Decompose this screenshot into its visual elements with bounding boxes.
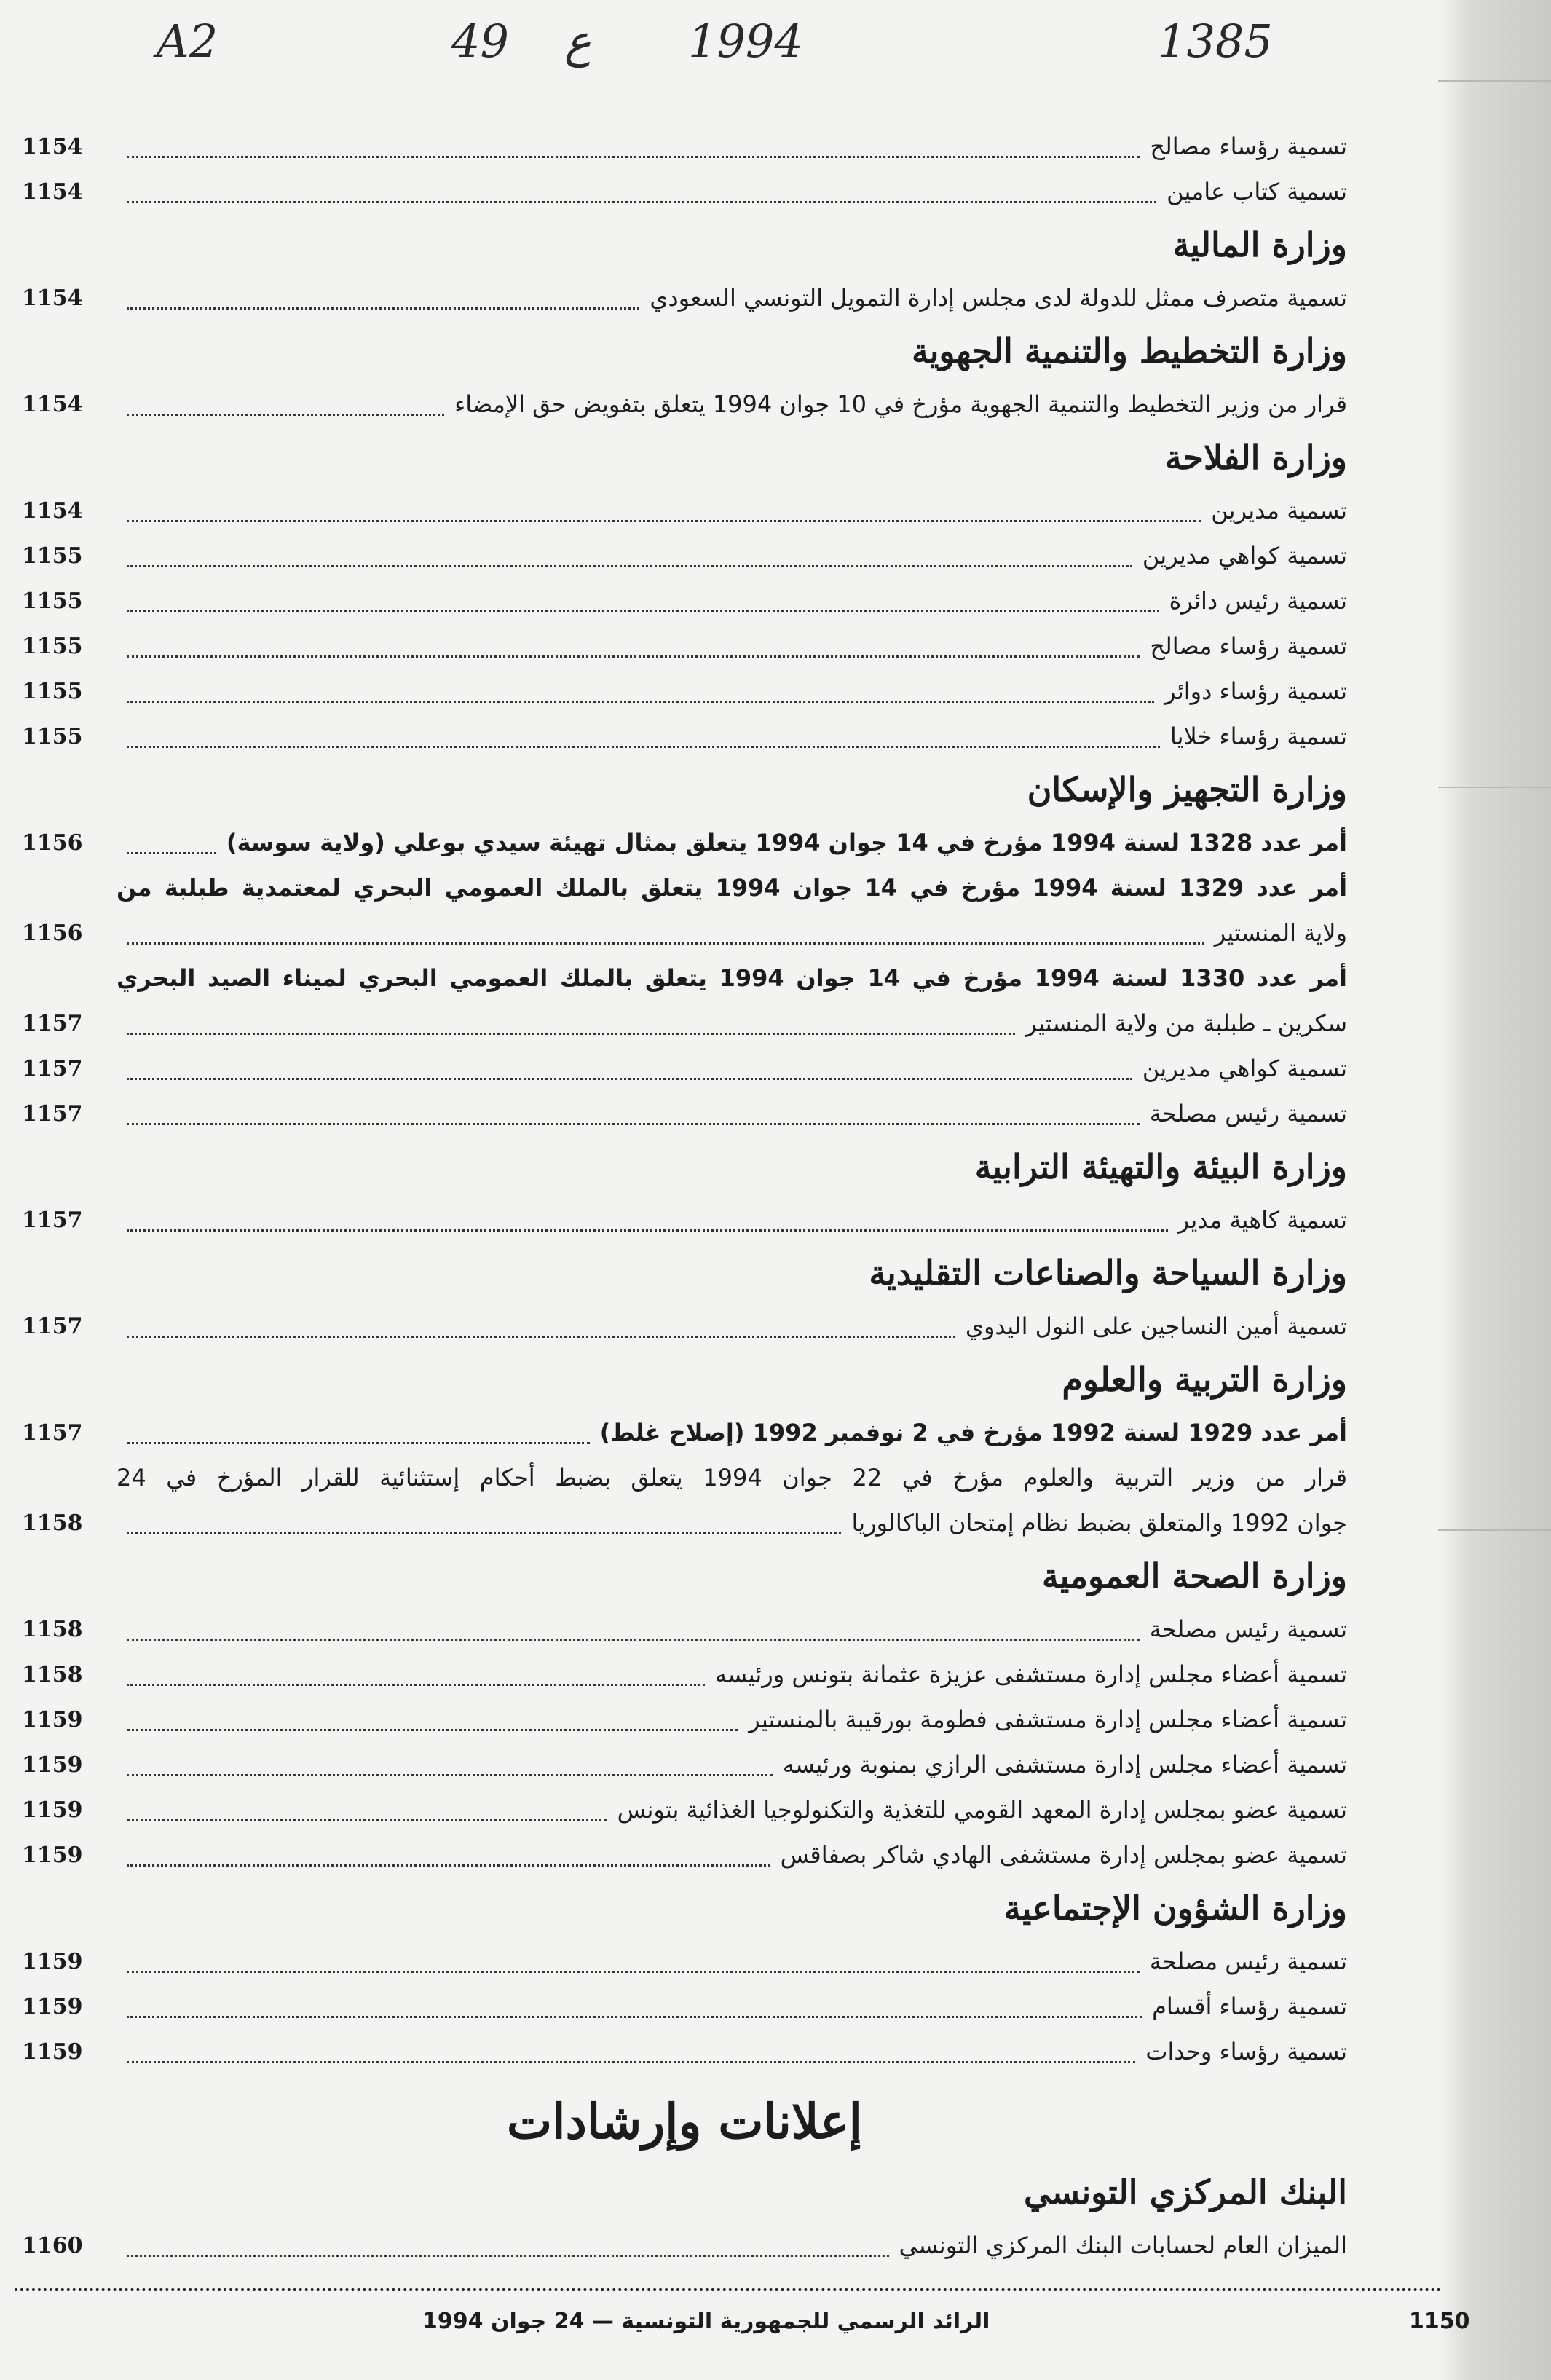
toc-entry [22, 1832, 1347, 1877]
section-heading [22, 1349, 1347, 1410]
adjacent-page-bleed [1438, 0, 1551, 2380]
dot-leader [127, 725, 1160, 748]
toc-entry [22, 488, 1347, 533]
footer-divider [15, 2288, 1442, 2296]
entry-first-line: أمر عدد 1329 لسنة 1994 مؤرخ في 14 جوان 1994 يتعلق بالملك العمومي البحري لمعتمدية طبلبة من [117, 874, 1347, 902]
section-heading-text: وزارة البيئة والتهيئة الترابية [974, 1147, 1347, 1186]
bleed-rule [1438, 80, 1551, 82]
dot-leader [127, 1012, 1015, 1035]
entry-page-number: 1159 [22, 1948, 83, 1974]
entry-title: أمر عدد 1328 لسنة 1994 مؤرخ في 14 جوان 1994 يتعلق بمثال تهيئة سيدي بوعلي (ولاية سوسة) [226, 829, 1347, 856]
section-heading-text: وزارة التربية والعلوم [1062, 1360, 1347, 1399]
section-heading [22, 427, 1347, 488]
entry-page-number: 1159 [22, 1842, 83, 1868]
toc-entry [22, 275, 1347, 320]
bleed-rule [1438, 787, 1551, 788]
dot-leader [127, 500, 1201, 522]
toc-entry [22, 910, 1347, 955]
dot-leader [127, 1315, 955, 1338]
handwritten-note: ع [564, 15, 591, 68]
section-heading-text: وزارة المالية [1172, 225, 1347, 264]
section-heading [22, 1136, 1347, 1197]
entry-title: تسمية رؤساء مصالح [1150, 632, 1347, 660]
dot-leader [127, 545, 1132, 567]
entry-title: تسمية رؤساء دوائر [1164, 677, 1347, 705]
entry-title: قرار من وزير التخطيط والتنمية الجهوية مؤرخ في 10 جوان 1994 يتعلق بتفويض حق الإمضاء [454, 390, 1347, 418]
dot-leader [127, 1103, 1140, 1125]
section-heading [22, 1545, 1347, 1607]
entry-page-number: 1159 [22, 1797, 83, 1823]
toc-entry [22, 1742, 1347, 1787]
toc-entry [22, 714, 1347, 759]
toc-entry [22, 1091, 1347, 1136]
handwritten-note: 49 [451, 15, 509, 68]
entry-title: تسمية كواهي مديرين [1142, 542, 1347, 570]
entry-page-number: 1159 [22, 1751, 83, 1778]
entry-page-number: 1157 [22, 1419, 83, 1446]
dot-leader [127, 1799, 607, 1821]
entry-page-number: 1158 [22, 1510, 83, 1536]
toc-entry [22, 1607, 1347, 1652]
entry-title: تسمية رئيس مصلحة [1149, 1615, 1347, 1643]
dot-leader [127, 1618, 1140, 1641]
entry-first-line: أمر عدد 1330 لسنة 1994 مؤرخ في 14 جوان 1994 يتعلق بالملك العمومي البحري لميناء الصيد البحري [117, 964, 1347, 992]
toc-entry [22, 1001, 1347, 1046]
dot-leader [127, 1754, 773, 1776]
dot-leader [127, 922, 1204, 945]
entry-page-number: 1155 [22, 543, 83, 569]
section-heading-text: وزارة الصحة العمومية [1041, 1556, 1347, 1596]
entry-page-number: 1157 [22, 1207, 83, 1233]
dot-leader [127, 1950, 1140, 1973]
dot-leader [127, 2234, 889, 2257]
dot-leader [127, 590, 1159, 612]
entry-page-number: 1156 [22, 830, 83, 856]
entry-title: تسمية كتاب عامين [1167, 178, 1347, 205]
section-heading [22, 214, 1347, 275]
dot-leader [127, 1663, 705, 1686]
dot-leader [127, 1209, 1168, 1232]
toc-entry [22, 1500, 1347, 1545]
entry-title: تسمية عضو بمجلس إدارة مستشفى الهادي شاكر بصفاقس [780, 1841, 1347, 1869]
toc-entry [22, 1046, 1347, 1091]
dot-leader [127, 1422, 590, 1444]
entry-title: الميزان العام لحسابات البنك المركزي التونسي [899, 2231, 1347, 2259]
toc-entry [22, 1652, 1347, 1697]
toc-entry [22, 2029, 1347, 2074]
entry-title: تسمية رئيس مصلحة [1149, 1947, 1347, 1975]
section-heading [22, 1242, 1347, 1304]
entry-page-number: 1155 [22, 588, 83, 614]
section-heading-text: وزارة السياحة والصناعات التقليدية [869, 1253, 1347, 1293]
entry-page-number: 1154 [22, 285, 83, 311]
entry-page-number: 1154 [22, 178, 83, 205]
entry-page-number: 1159 [22, 1706, 83, 1733]
dot-leader [127, 1057, 1132, 1080]
toc-entry [22, 1939, 1347, 1984]
entry-page-number: 1154 [22, 133, 83, 159]
dot-leader [127, 181, 1156, 203]
entry-title: تسمية متصرف ممثل للدولة لدى مجلس إدارة التمويل التونسي السعودي [650, 284, 1347, 312]
bleed-rule [1438, 1529, 1551, 1531]
section-heading [22, 759, 1347, 820]
section-heading-text: البنك المركزي التونسي [1023, 2172, 1347, 2212]
handwritten-note: 1994 [688, 15, 803, 68]
entry-page-number: 1159 [22, 1993, 83, 2020]
toc-entry [22, 533, 1347, 578]
entry-page-number: 1154 [22, 391, 83, 417]
entry-page-number: 1158 [22, 1616, 83, 1642]
entry-page-number: 1157 [22, 1100, 83, 1127]
dot-leader [127, 287, 639, 310]
announcements-title-text: إعلانات وإرشادات [506, 2093, 863, 2150]
section-heading-text: وزارة الشؤون الإجتماعية [1003, 1888, 1347, 1928]
toc-entry [22, 1787, 1347, 1832]
section-heading [22, 2162, 1347, 2223]
dot-leader [127, 635, 1140, 658]
entry-title: تسمية رئيس مصلحة [1149, 1100, 1347, 1127]
entry-title: تسمية عضو بمجلس إدارة المعهد القومي للتغذية والتكنولوجيا الغذائية بتونس [617, 1796, 1347, 1824]
dot-leader [127, 1995, 1142, 2018]
footer-title: الرائد الرسمي للجمهورية التونسية — 24 جوان 1994 [422, 2309, 990, 2334]
dot-leader [127, 135, 1140, 158]
entry-title: ولاية المنستير [1214, 919, 1347, 947]
entry-page-number: 1155 [22, 633, 83, 659]
toc-entry [22, 1304, 1347, 1349]
toc-entry [22, 623, 1347, 669]
entry-page-number: 1160 [22, 2232, 83, 2258]
toc-entry [22, 669, 1347, 714]
entry-page-number: 1155 [22, 723, 83, 749]
toc-entry [22, 1984, 1347, 2029]
dot-leader [127, 1709, 738, 1731]
entry-page-number: 1157 [22, 1055, 83, 1081]
announcements-title [22, 2081, 1347, 2162]
toc-entry [22, 382, 1347, 427]
dot-leader [127, 393, 444, 416]
entry-title: تسمية رؤساء وحدات [1145, 2038, 1347, 2065]
handwritten-note: 1385 [1158, 15, 1273, 68]
entry-page-number: 1156 [22, 920, 83, 946]
section-heading [22, 1877, 1347, 1939]
entry-title: تسمية رئيس دائرة [1169, 587, 1347, 615]
handwritten-note: A2 [157, 15, 218, 68]
entry-page-number: 1157 [22, 1010, 83, 1036]
section-heading-text: وزارة التخطيط والتنمية الجهوية [911, 331, 1347, 371]
entry-title: تسمية رؤساء أقسام [1152, 1993, 1347, 2020]
entry-first-line: قرار من وزير التربية والعلوم مؤرخ في 22 جوان 1994 يتعلق بضبط أحكام إستثنائية للقرار المؤرخ في 24 [117, 1464, 1347, 1492]
entry-page-number: 1154 [22, 497, 83, 524]
table-of-contents [22, 124, 1347, 2268]
dot-leader [127, 2041, 1135, 2063]
entry-title: أمر عدد 1929 لسنة 1992 مؤرخ في 2 نوفمبر 1992 (إصلاح غلط) [599, 1419, 1347, 1446]
section-heading-text: وزارة الفلاحة [1164, 438, 1347, 477]
section-heading [22, 320, 1347, 382]
dot-leader [127, 832, 216, 854]
entry-title: تسمية مديرين [1211, 497, 1347, 524]
entry-title: تسمية أعضاء مجلس إدارة مستشفى عزيزة عثمانة بتونس ورئيسه [715, 1660, 1347, 1688]
entry-title: سكرين ـ طبلبة من ولاية المنستير [1025, 1009, 1347, 1037]
entry-page-number: 1159 [22, 2038, 83, 2065]
toc-entry [22, 578, 1347, 623]
entry-title: تسمية كاهية مدير [1177, 1206, 1347, 1234]
entry-page-number: 1158 [22, 1661, 83, 1687]
entry-title: تسمية رؤساء مصالح [1150, 133, 1347, 160]
entry-page-number: 1155 [22, 678, 83, 704]
toc-entry [22, 169, 1347, 214]
entry-title: تسمية رؤساء خلايا [1169, 722, 1347, 750]
dot-leader [127, 1512, 841, 1534]
dot-leader [127, 1844, 770, 1867]
toc-entry [22, 2223, 1347, 2268]
toc-entry [22, 1410, 1347, 1455]
page-number: 1150 [1409, 2309, 1470, 2334]
toc-entry [22, 820, 1347, 865]
entry-title: تسمية أعضاء مجلس إدارة مستشفى فطومة بورقيبة بالمنستير [749, 1706, 1347, 1733]
entry-title: تسمية أعضاء مجلس إدارة مستشفى الرازي بمنوبة ورئيسه [782, 1751, 1347, 1778]
entry-title: تسمية كواهي مديرين [1142, 1055, 1347, 1082]
dot-leader [127, 680, 1154, 703]
entry-title: جوان 1992 والمتعلق بضبط نظام إمتحان الباكالوريا [851, 1509, 1347, 1537]
toc-entry [22, 124, 1347, 169]
entry-title: تسمية أمين النساجين على النول اليدوي [965, 1312, 1347, 1340]
section-heading-text: وزارة التجهيز والإسكان [1027, 770, 1347, 809]
toc-entry [22, 1197, 1347, 1242]
toc-entry [22, 1697, 1347, 1742]
entry-page-number: 1157 [22, 1313, 83, 1339]
